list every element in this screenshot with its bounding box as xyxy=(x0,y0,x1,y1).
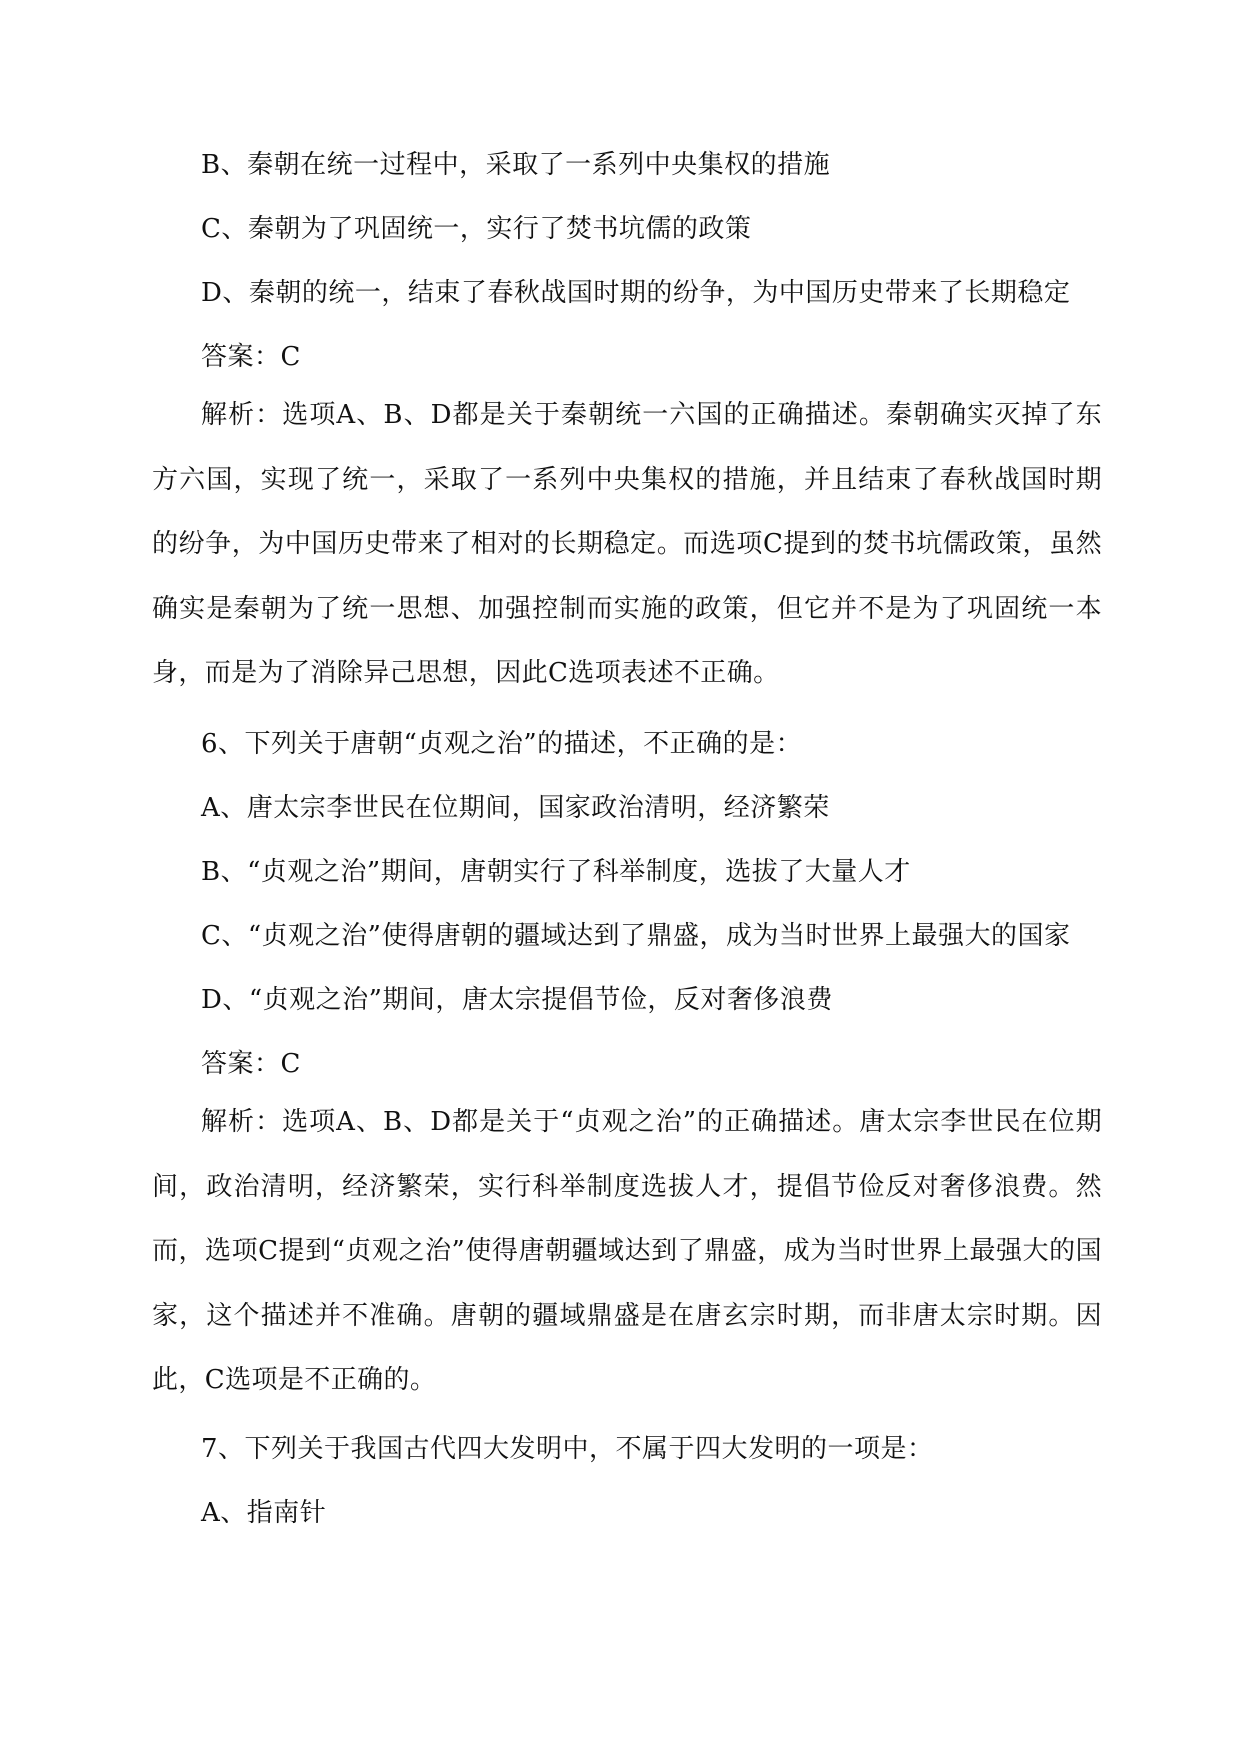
q6-option-d: D、“贞观之治”期间，唐太宗提倡节俭，反对奢侈浪费 xyxy=(201,985,833,1015)
q5-option-d: D、秦朝的统一，结束了春秋战国时期的纷争，为中国历史带来了长期稳定 xyxy=(201,278,1071,308)
q6-answer: 答案：C xyxy=(201,1049,301,1079)
q5-option-b: B、秦朝在统一过程中，采取了一系列中央集权的措施 xyxy=(201,150,831,180)
q7-question: 7、下列关于我国古代四大发明中，不属于四大发明的一项是： xyxy=(201,1434,934,1464)
q5-answer: 答案：C xyxy=(201,342,301,372)
q5-option-c: C、秦朝为了巩固统一，实行了焚书坑儒的政策 xyxy=(201,214,752,244)
q6-option-c: C、“贞观之治”使得唐朝的疆域达到了鼎盛，成为当时世界上最强大的国家 xyxy=(201,921,1071,951)
q6-analysis: 解析：选项A、B、D都是关于“贞观之治”的正确描述。唐太宗李世民在位期间，政治清明，经济繁荣，实行科举制度选拔人才，提倡节俭反对奢侈浪费。然而，选项C提到“贞观之治”使得唐朝疆域达到了鼎盛，成为当时世界上最强大的国家，这个描述并不准确。唐朝的疆域鼎盛是在唐玄宗时期，而非唐太宗时期。因此，C选项是不正确的。 xyxy=(152,1107,1102,1395)
q6-question: 6、下列关于唐朝“贞观之治”的描述，不正确的是： xyxy=(201,729,803,759)
q5-analysis: 解析：选项A、B、D都是关于秦朝统一六国的正确描述。秦朝确实灭掉了东方六国，实现了统一，采取了一系列中央集权的措施，并且结束了春秋战国时期的纷争，为中国历史带来了相对的长期稳定。而选项C提到的焚书坑儒政策，虽然确实是秦朝为了统一思想、加强控制而实施的政策，但它并不是为了巩固统一本身，而是为了消除异己思想，因此C选项表述不正确。 xyxy=(152,400,1102,688)
q7-option-a: A、指南针 xyxy=(201,1498,327,1528)
q6-option-b: B、“贞观之治”期间，唐朝实行了科举制度，选拔了大量人才 xyxy=(201,857,911,887)
q6-option-a: A、唐太宗李世民在位期间，国家政治清明，经济繁荣 xyxy=(201,793,830,823)
